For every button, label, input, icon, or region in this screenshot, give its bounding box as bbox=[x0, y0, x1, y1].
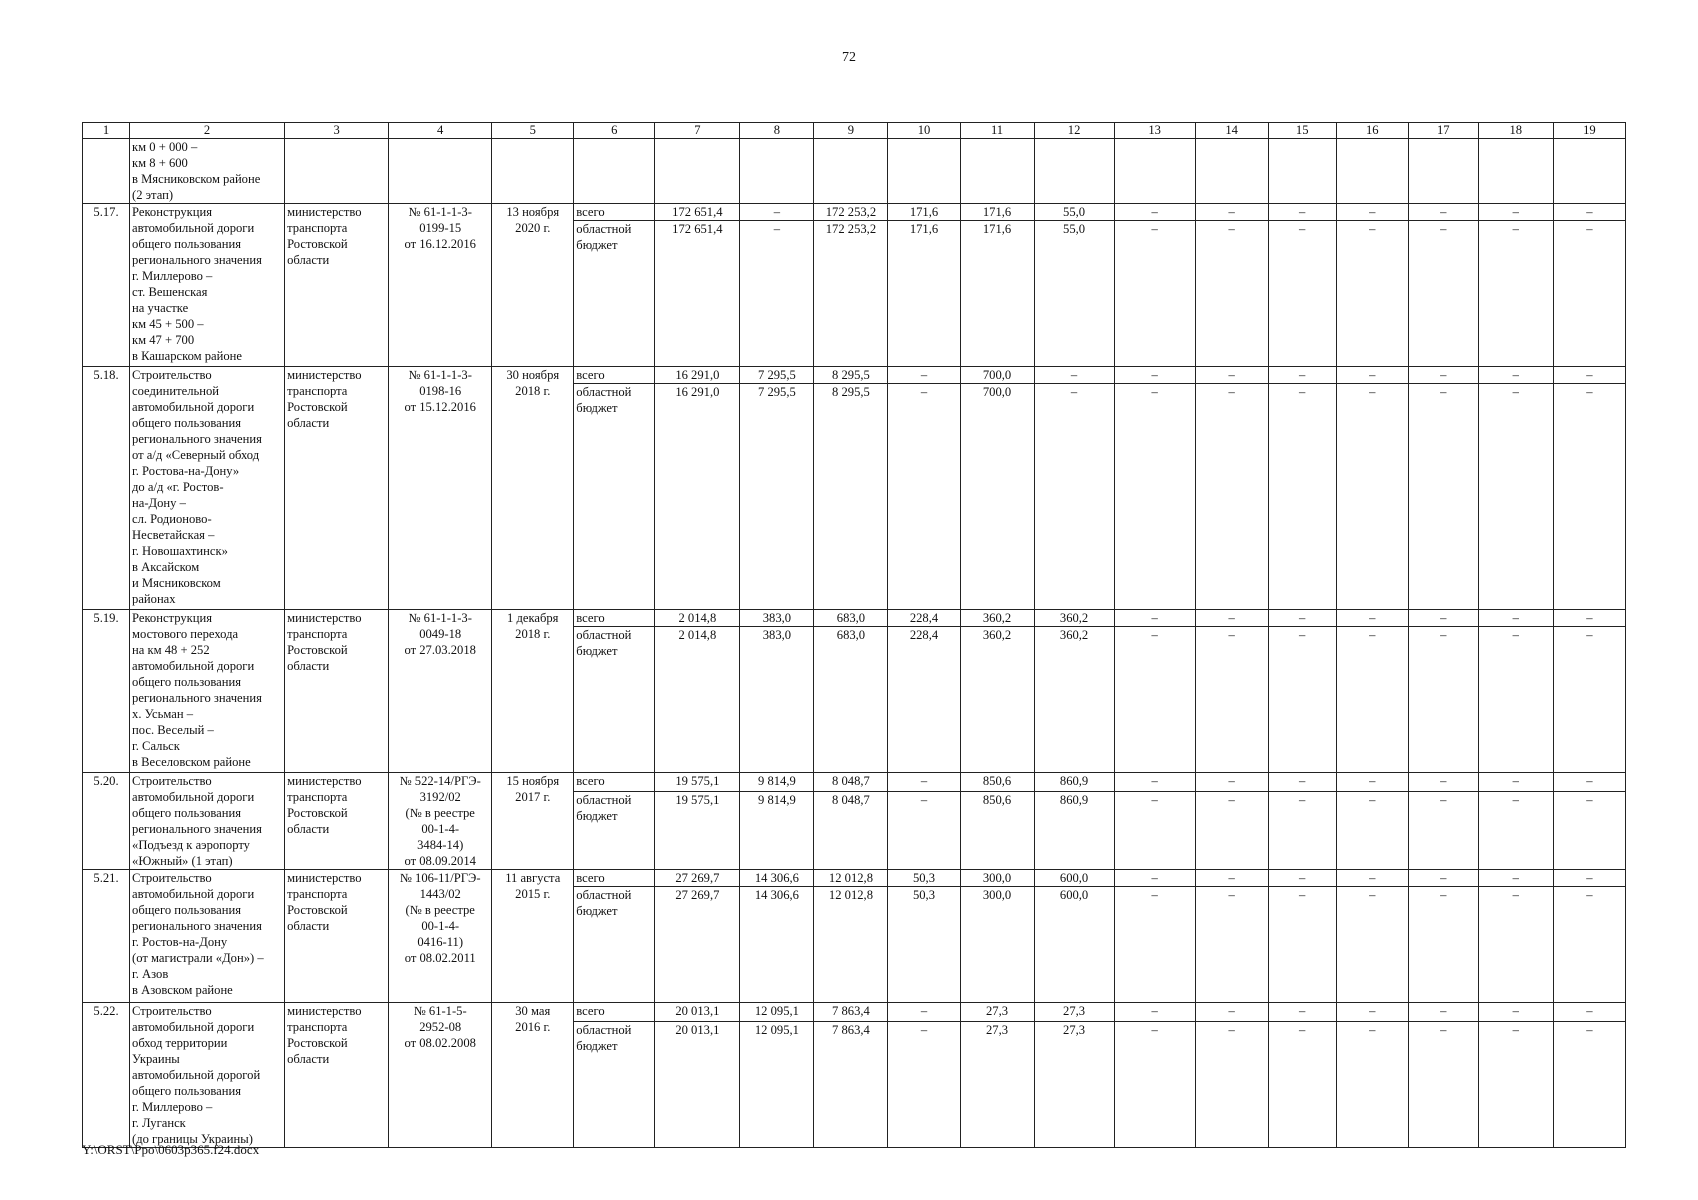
value-cell: – bbox=[1408, 1003, 1478, 1022]
table-cell bbox=[389, 139, 492, 204]
value-cell: 8 295,5 bbox=[814, 367, 888, 384]
item-number: 5.20. bbox=[83, 773, 130, 870]
table-cell bbox=[285, 139, 389, 204]
value-cell: 300,0 bbox=[960, 870, 1034, 887]
table-header-row bbox=[83, 123, 1626, 139]
customer-cell: министерство транспорта Ростовской области bbox=[285, 773, 389, 870]
value-cell: – bbox=[1195, 610, 1268, 627]
value-cell: – bbox=[1478, 221, 1553, 367]
table-cell bbox=[83, 139, 130, 204]
funding-source-total: всего bbox=[574, 367, 655, 384]
value-cell: – bbox=[1268, 870, 1336, 887]
value-cell: – bbox=[1268, 1021, 1336, 1147]
item-number: 5.22. bbox=[83, 1003, 130, 1148]
table-cell bbox=[574, 139, 655, 204]
column-header: 14 bbox=[1195, 123, 1268, 139]
value-cell: – bbox=[1408, 384, 1478, 610]
value-cell: – bbox=[1553, 367, 1625, 384]
table-row bbox=[83, 773, 1626, 792]
value-cell: 9 814,9 bbox=[740, 791, 814, 869]
value-cell: – bbox=[1268, 610, 1336, 627]
value-cell: 20 013,1 bbox=[655, 1021, 740, 1147]
column-header: 10 bbox=[888, 123, 960, 139]
funding-source-total: всего bbox=[574, 1003, 655, 1022]
value-cell: – bbox=[1336, 887, 1408, 1003]
column-header: 1 bbox=[83, 123, 130, 139]
value-cell: – bbox=[1195, 204, 1268, 221]
table-cell bbox=[1114, 139, 1195, 204]
value-cell: 19 575,1 bbox=[655, 791, 740, 869]
value-cell: 12 012,8 bbox=[814, 870, 888, 887]
date-cell: 30 ноября 2018 г. bbox=[492, 367, 574, 610]
table-cell bbox=[1336, 139, 1408, 204]
value-cell: – bbox=[1478, 627, 1553, 773]
value-cell: 7 863,4 bbox=[814, 1021, 888, 1147]
column-header: 8 bbox=[740, 123, 814, 139]
value-cell: – bbox=[1408, 627, 1478, 773]
table-cell bbox=[655, 139, 740, 204]
value-cell: – bbox=[1478, 887, 1553, 1003]
value-cell: – bbox=[1336, 384, 1408, 610]
table-cell bbox=[1408, 139, 1478, 204]
date-cell: 15 ноября 2017 г. bbox=[492, 773, 574, 870]
column-header: 9 bbox=[814, 123, 888, 139]
customer-cell: министерство транспорта Ростовской области bbox=[285, 1003, 389, 1148]
value-cell: 383,0 bbox=[740, 610, 814, 627]
value-cell: – bbox=[888, 384, 960, 610]
value-cell: 600,0 bbox=[1034, 870, 1114, 887]
value-cell: – bbox=[1268, 887, 1336, 1003]
value-cell: 700,0 bbox=[960, 384, 1034, 610]
item-number: 5.19. bbox=[83, 610, 130, 773]
value-cell: 7 295,5 bbox=[740, 384, 814, 610]
value-cell: 55,0 bbox=[1034, 204, 1114, 221]
value-cell: – bbox=[1195, 1003, 1268, 1022]
value-cell: 9 814,9 bbox=[740, 773, 814, 792]
value-cell: – bbox=[1336, 1021, 1408, 1147]
value-cell: – bbox=[1336, 791, 1408, 869]
value-cell: – bbox=[888, 367, 960, 384]
value-cell: – bbox=[1195, 773, 1268, 792]
value-cell: 55,0 bbox=[1034, 221, 1114, 367]
value-cell: – bbox=[1114, 221, 1195, 367]
value-cell: – bbox=[1478, 773, 1553, 792]
value-cell: – bbox=[1408, 1021, 1478, 1147]
column-header: 17 bbox=[1408, 123, 1478, 139]
value-cell: – bbox=[1408, 610, 1478, 627]
value-cell: 7 863,4 bbox=[814, 1003, 888, 1022]
value-cell: 850,6 bbox=[960, 791, 1034, 869]
value-cell: – bbox=[888, 791, 960, 869]
value-cell: 19 575,1 bbox=[655, 773, 740, 792]
page-number: 72 bbox=[842, 50, 856, 65]
value-cell: – bbox=[1114, 773, 1195, 792]
value-cell: – bbox=[1478, 1021, 1553, 1147]
value-cell: 12 095,1 bbox=[740, 1021, 814, 1147]
value-cell: – bbox=[1268, 384, 1336, 610]
value-cell: – bbox=[1553, 221, 1625, 367]
column-header: 12 bbox=[1034, 123, 1114, 139]
funding-source-regional: областной бюджет bbox=[574, 384, 655, 610]
value-cell: – bbox=[1114, 1003, 1195, 1022]
funding-source-regional: областной бюджет bbox=[574, 887, 655, 1003]
footer-file-path: Y:\ORST\Ppo\0603p365.f24.docx bbox=[82, 1142, 260, 1157]
column-header: 5 bbox=[492, 123, 574, 139]
column-header: 11 bbox=[960, 123, 1034, 139]
value-cell: – bbox=[1336, 870, 1408, 887]
project-name-cell: Строительство автомобильной дороги общего пользования регионального значения «Подъезд к аэропорту «Южный» (1 этап) bbox=[130, 773, 285, 870]
value-cell: 20 013,1 bbox=[655, 1003, 740, 1022]
value-cell: – bbox=[1408, 367, 1478, 384]
value-cell: – bbox=[1336, 367, 1408, 384]
value-cell: – bbox=[1336, 221, 1408, 367]
value-cell: 27,3 bbox=[1034, 1003, 1114, 1022]
table-cell bbox=[740, 139, 814, 204]
document-cell: № 61-1-5- 2952-08 от 08.02.2008 bbox=[389, 1003, 492, 1148]
column-header: 2 bbox=[130, 123, 285, 139]
value-cell: 27,3 bbox=[1034, 1021, 1114, 1147]
value-cell: – bbox=[740, 221, 814, 367]
value-cell: – bbox=[1195, 221, 1268, 367]
funding-source-regional: областной бюджет bbox=[574, 791, 655, 869]
document-cell: № 61-1-1-3- 0199-15 от 16.12.2016 bbox=[389, 204, 492, 367]
value-cell: – bbox=[1553, 791, 1625, 869]
value-cell: 683,0 bbox=[814, 610, 888, 627]
value-cell: 850,6 bbox=[960, 773, 1034, 792]
value-cell: 16 291,0 bbox=[655, 367, 740, 384]
value-cell: – bbox=[1408, 221, 1478, 367]
value-cell: – bbox=[1553, 887, 1625, 1003]
value-cell: 171,6 bbox=[960, 204, 1034, 221]
funding-source-total: всего bbox=[574, 773, 655, 792]
value-cell: – bbox=[1478, 870, 1553, 887]
value-cell: – bbox=[1114, 1021, 1195, 1147]
value-cell: – bbox=[1478, 610, 1553, 627]
value-cell: – bbox=[1553, 1003, 1625, 1022]
item-number: 5.21. bbox=[83, 870, 130, 1003]
item-number: 5.18. bbox=[83, 367, 130, 610]
value-cell: 172 651,4 bbox=[655, 221, 740, 367]
funding-source-total: всего bbox=[574, 610, 655, 627]
value-cell: – bbox=[1408, 887, 1478, 1003]
value-cell: – bbox=[1195, 384, 1268, 610]
value-cell: – bbox=[1408, 204, 1478, 221]
value-cell: – bbox=[1195, 791, 1268, 869]
table-cell bbox=[492, 139, 574, 204]
value-cell: 172 651,4 bbox=[655, 204, 740, 221]
value-cell: – bbox=[1553, 1021, 1625, 1147]
value-cell: – bbox=[1195, 1021, 1268, 1147]
table-cell bbox=[960, 139, 1034, 204]
value-cell: 860,9 bbox=[1034, 791, 1114, 869]
table-row bbox=[83, 1003, 1626, 1022]
column-header: 6 bbox=[574, 123, 655, 139]
value-cell: – bbox=[1478, 384, 1553, 610]
column-header: 16 bbox=[1336, 123, 1408, 139]
value-cell: – bbox=[1336, 204, 1408, 221]
value-cell: – bbox=[1195, 627, 1268, 773]
value-cell: 50,3 bbox=[888, 887, 960, 1003]
value-cell: 360,2 bbox=[960, 627, 1034, 773]
funding-source-regional: областной бюджет bbox=[574, 221, 655, 367]
value-cell: 12 095,1 bbox=[740, 1003, 814, 1022]
value-cell: – bbox=[1478, 1003, 1553, 1022]
value-cell: 7 295,5 bbox=[740, 367, 814, 384]
funding-source-total: всего bbox=[574, 870, 655, 887]
value-cell: 360,2 bbox=[1034, 610, 1114, 627]
value-cell: – bbox=[1553, 773, 1625, 792]
value-cell: – bbox=[1114, 384, 1195, 610]
date-cell: 13 ноября 2020 г. bbox=[492, 204, 574, 367]
value-cell: – bbox=[1268, 627, 1336, 773]
value-cell: 50,3 bbox=[888, 870, 960, 887]
project-name-cell: Строительство соединительной автомобильной дороги общего пользования регионального значения от а/д «Северный обход г. Ростова-на-Дону» до а/д «г. Ростов- на-Дону – сл. Родионово- Несветайская – г. Новошахтинск» в Аксайском и Мясниковском районах bbox=[130, 367, 285, 610]
value-cell: – bbox=[1195, 887, 1268, 1003]
value-cell: 27,3 bbox=[960, 1021, 1034, 1147]
table-cell bbox=[814, 139, 888, 204]
value-cell: 171,6 bbox=[888, 221, 960, 367]
table-cell bbox=[1478, 139, 1553, 204]
date-cell: 1 декабря 2018 г. bbox=[492, 610, 574, 773]
value-cell: 8 295,5 bbox=[814, 384, 888, 610]
document-cell: № 106-11/РГЭ- 1443/02 (№ в реестре 00-1-4- 0416-11) от 08.02.2011 bbox=[389, 870, 492, 1003]
column-header: 19 bbox=[1553, 123, 1625, 139]
value-cell: 14 306,6 bbox=[740, 887, 814, 1003]
project-name-cell: Реконструкция мостового перехода на км 48 + 252 автомобильной дороги общего пользования регионального значения х. Усьман – пос. Веселый – г. Сальск в Веселовском районе bbox=[130, 610, 285, 773]
customer-cell: министерство транспорта Ростовской области bbox=[285, 204, 389, 367]
table-cell bbox=[1034, 139, 1114, 204]
table-body bbox=[83, 139, 1626, 1148]
value-cell: 171,6 bbox=[960, 221, 1034, 367]
document-cell: № 522-14/РГЭ- 3192/02 (№ в реестре 00-1-4- 3484-14) от 08.09.2014 bbox=[389, 773, 492, 870]
date-cell: 30 мая 2016 г. bbox=[492, 1003, 574, 1148]
table-row bbox=[83, 610, 1626, 627]
value-cell: 16 291,0 bbox=[655, 384, 740, 610]
table-cell bbox=[1553, 139, 1625, 204]
project-name-cell: Реконструкция автомобильной дороги общего пользования регионального значения г. Миллерово – ст. Вешенская на участке км 45 + 500 – км 47 + 700 в Кашарском районе bbox=[130, 204, 285, 367]
value-cell: – bbox=[1268, 1003, 1336, 1022]
funding-source-total: всего bbox=[574, 204, 655, 221]
value-cell: 12 012,8 bbox=[814, 887, 888, 1003]
value-cell: – bbox=[1336, 773, 1408, 792]
table-cell bbox=[888, 139, 960, 204]
value-cell: – bbox=[1336, 610, 1408, 627]
value-cell: – bbox=[1553, 204, 1625, 221]
column-header: 3 bbox=[285, 123, 389, 139]
value-cell: – bbox=[1478, 204, 1553, 221]
value-cell: 360,2 bbox=[960, 610, 1034, 627]
table-cell bbox=[1268, 139, 1336, 204]
project-name-cell: Строительство автомобильной дороги обход территории Украины автомобильной дорогой общего пользования г. Миллерово – г. Луганск (до границы Украины) bbox=[130, 1003, 285, 1148]
value-cell: – bbox=[1408, 773, 1478, 792]
value-cell: 683,0 bbox=[814, 627, 888, 773]
value-cell: – bbox=[1268, 221, 1336, 367]
value-cell: – bbox=[1268, 791, 1336, 869]
customer-cell: министерство транспорта Ростовской области bbox=[285, 870, 389, 1003]
value-cell: 228,4 bbox=[888, 610, 960, 627]
program-table bbox=[82, 122, 1626, 1148]
value-cell: 27 269,7 bbox=[655, 887, 740, 1003]
table-row bbox=[83, 367, 1626, 384]
value-cell: – bbox=[1034, 384, 1114, 610]
value-cell: 172 253,2 bbox=[814, 204, 888, 221]
value-cell: – bbox=[1408, 870, 1478, 887]
value-cell: – bbox=[740, 204, 814, 221]
value-cell: – bbox=[1553, 870, 1625, 887]
value-cell: – bbox=[1114, 627, 1195, 773]
value-cell: – bbox=[1553, 384, 1625, 610]
value-cell: – bbox=[1408, 791, 1478, 869]
value-cell: – bbox=[888, 773, 960, 792]
value-cell: 2 014,8 bbox=[655, 610, 740, 627]
value-cell: – bbox=[1268, 367, 1336, 384]
value-cell: – bbox=[888, 1021, 960, 1147]
table-row bbox=[83, 870, 1626, 887]
value-cell: 172 253,2 bbox=[814, 221, 888, 367]
value-cell: – bbox=[1114, 870, 1195, 887]
value-cell: 8 048,7 bbox=[814, 773, 888, 792]
value-cell: – bbox=[1553, 627, 1625, 773]
value-cell: 300,0 bbox=[960, 887, 1034, 1003]
column-header: 13 bbox=[1114, 123, 1195, 139]
value-cell: – bbox=[1336, 1003, 1408, 1022]
date-cell: 11 августа 2015 г. bbox=[492, 870, 574, 1003]
value-cell: – bbox=[1268, 773, 1336, 792]
value-cell: – bbox=[1114, 791, 1195, 869]
value-cell: – bbox=[1268, 204, 1336, 221]
customer-cell: министерство транспорта Ростовской области bbox=[285, 610, 389, 773]
value-cell: 383,0 bbox=[740, 627, 814, 773]
item-number: 5.17. bbox=[83, 204, 130, 367]
value-cell: 228,4 bbox=[888, 627, 960, 773]
value-cell: – bbox=[888, 1003, 960, 1022]
value-cell: 14 306,6 bbox=[740, 870, 814, 887]
value-cell: 27 269,7 bbox=[655, 870, 740, 887]
value-cell: – bbox=[1478, 791, 1553, 869]
document-cell: № 61-1-1-3- 0198-16 от 15.12.2016 bbox=[389, 367, 492, 610]
value-cell: – bbox=[1478, 367, 1553, 384]
value-cell: – bbox=[1114, 610, 1195, 627]
value-cell: 8 048,7 bbox=[814, 791, 888, 869]
customer-cell: министерство транспорта Ростовской области bbox=[285, 367, 389, 610]
project-name-cell: Строительство автомобильной дороги общего пользования регионального значения г. Ростов-на-Дону (от магистрали «Дон») – г. Азов в Азовском районе bbox=[130, 870, 285, 1003]
table-row bbox=[83, 204, 1626, 221]
value-cell: 600,0 bbox=[1034, 887, 1114, 1003]
value-cell: 860,9 bbox=[1034, 773, 1114, 792]
value-cell: – bbox=[1195, 870, 1268, 887]
column-header: 18 bbox=[1478, 123, 1553, 139]
column-header: 15 bbox=[1268, 123, 1336, 139]
funding-source-regional: областной бюджет bbox=[574, 627, 655, 773]
value-cell: – bbox=[1114, 204, 1195, 221]
value-cell: 2 014,8 bbox=[655, 627, 740, 773]
column-header: 4 bbox=[389, 123, 492, 139]
value-cell: 360,2 bbox=[1034, 627, 1114, 773]
value-cell: – bbox=[1553, 610, 1625, 627]
value-cell: 27,3 bbox=[960, 1003, 1034, 1022]
value-cell: – bbox=[1034, 367, 1114, 384]
document-cell: № 61-1-1-3- 0049-18 от 27.03.2018 bbox=[389, 610, 492, 773]
value-cell: – bbox=[1336, 627, 1408, 773]
value-cell: – bbox=[1195, 367, 1268, 384]
continuation-row bbox=[83, 139, 1626, 204]
value-cell: – bbox=[1114, 367, 1195, 384]
value-cell: 700,0 bbox=[960, 367, 1034, 384]
value-cell: – bbox=[1114, 887, 1195, 1003]
funding-source-regional: областной бюджет bbox=[574, 1021, 655, 1147]
project-name-cell: км 0 + 000 – км 8 + 600 в Мясниковском районе (2 этап) bbox=[130, 139, 285, 204]
table-cell bbox=[1195, 139, 1268, 204]
value-cell: 171,6 bbox=[888, 204, 960, 221]
column-header: 7 bbox=[655, 123, 740, 139]
